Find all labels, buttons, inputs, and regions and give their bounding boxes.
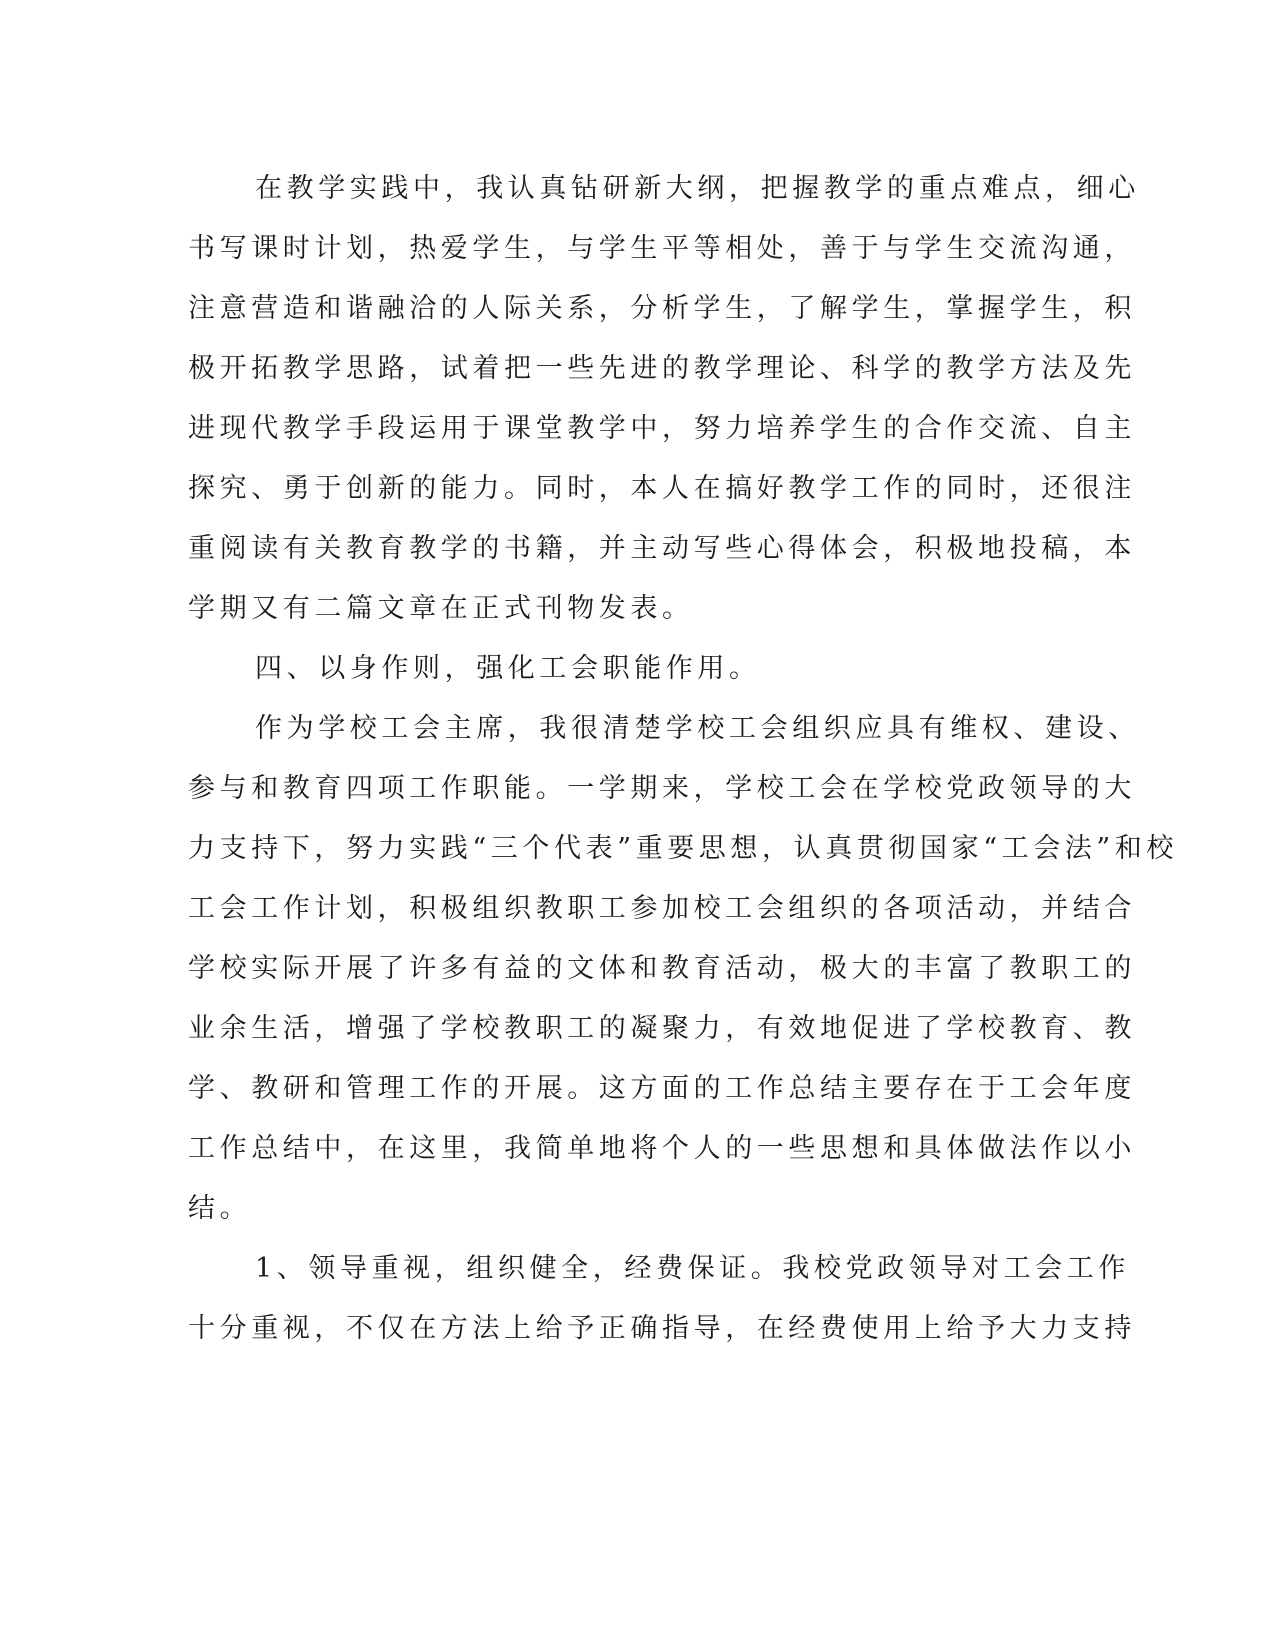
text-line: 书写课时计划，热爱学生，与学生平等相处，善于与学生交流沟通， [188, 233, 1136, 264]
text-line: 力支持下，努力实践“三个代表”重要思想，认真贯彻国家“工会法”和校 [188, 833, 1179, 864]
text-line: 注意营造和谐融洽的人际关系，分析学生，了解学生，掌握学生，积 [188, 293, 1136, 324]
text-line: 重阅读有关教育教学的书籍，并主动写些心得体会，积极地投稿，本 [188, 533, 1136, 564]
text-line: 学校实际开展了许多有益的文体和教育活动，极大的丰富了教职工的 [188, 953, 1136, 984]
text-line: 十分重视，不仅在方法上给予正确指导，在经费使用上给予大力支持 [188, 1313, 1136, 1344]
text-line: 进现代教学手段运用于课堂教学中，努力培养学生的合作交流、自主 [188, 413, 1136, 444]
document-body [188, 159, 1179, 1359]
text-line: 极开拓教学思路，试着把一些先进的教学理论、科学的教学方法及先 [188, 353, 1136, 384]
text-line: 学期又有二篇文章在正式刊物发表。 [188, 593, 694, 624]
text-line: 作为学校工会主席，我很清楚学校工会组织应具有维权、建设、 [255, 713, 1140, 744]
text-line: 工会工作计划，积极组织教职工参加校工会组织的各项活动，并结合 [188, 893, 1136, 924]
text-line: 工作总结中，在这里，我简单地将个人的一些思想和具体做法作以小 [188, 1133, 1136, 1164]
section-heading: 四、以身作则，强化工会职能作用。 [255, 653, 761, 684]
text-line: 参与和教育四项工作职能。一学期来，学校工会在学校党政领导的大 [188, 773, 1136, 804]
text-line: 在教学实践中，我认真钻研新大纲，把握教学的重点难点，细心 [255, 173, 1140, 204]
text-line: 业余生活，增强了学校教职工的凝聚力，有效地促进了学校教育、教 [188, 1013, 1136, 1044]
text-line: 结。 [188, 1193, 252, 1224]
text-line: 学、教研和管理工作的开展。这方面的工作总结主要存在于工会年度 [188, 1073, 1136, 1104]
text-line: 探究、勇于创新的能力。同时，本人在搞好教学工作的同时，还很注 [188, 473, 1136, 504]
numbered-item-heading: 1、领导重视，组织健全，经费保证。我校党政领导对工会工作 [255, 1253, 1130, 1284]
